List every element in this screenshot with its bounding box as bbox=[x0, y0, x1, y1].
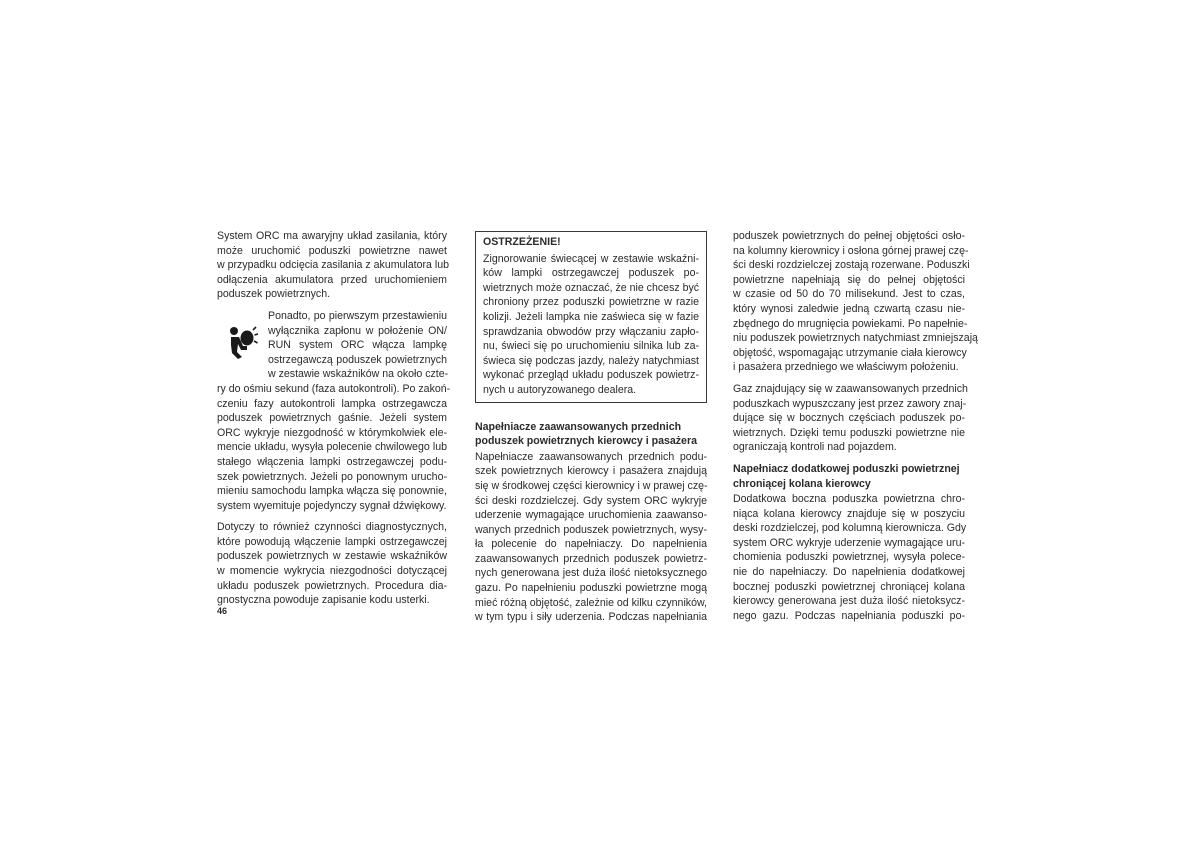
text-line: gazu. Po napełnieniu poduszki powietrzne mogą bbox=[475, 582, 707, 595]
text-line: ków lampki ostrzegawczej poduszek po- bbox=[483, 267, 699, 280]
text-line: odłączenia akumulatora przed uruchomieniem bbox=[217, 273, 447, 286]
text-line: ORC wykryje niezgodność w którymkolwiek ele- bbox=[217, 426, 447, 439]
text-line: Dotyczy to również czynności diagnostycznych, bbox=[217, 521, 447, 534]
warning-title: OSTRZEŻENIE! bbox=[483, 236, 561, 248]
text-line: gnostyczna powoduje zapisanie kodu usterki. bbox=[217, 594, 430, 607]
text-line: poduszek powietrznych w zestawie wskaźników bbox=[217, 550, 447, 563]
text-line: dujące się w bocznych częściach poduszek po- bbox=[733, 412, 965, 425]
text-line: nych generowana jest duża ilość nietoksycznego bbox=[475, 567, 707, 580]
paragraph-gas-release bbox=[733, 382, 968, 455]
text-line: chroniony przez poduszki powietrzne w razie bbox=[483, 296, 699, 309]
text-line: uderzenie wymagające uruchomienia zaawanso- bbox=[475, 509, 707, 522]
text-line: w przypadku odcięcia zasilania z akumulatora lub bbox=[217, 259, 450, 272]
section-heading-knee-airbag bbox=[733, 462, 965, 491]
text-line: Ponadto, po pierwszym przestawieniu bbox=[268, 309, 447, 322]
text-line: Dodatkowa boczna poduszka powietrzna chro- bbox=[733, 493, 965, 506]
text-line: ści deski rozdzielczej. Gdy system ORC wykryje bbox=[475, 494, 707, 507]
text-line: w tym typu i siły uderzenia. Podczas napełniania bbox=[475, 611, 707, 624]
text-line: nu, świeci się po uruchomieniu silnika lub za- bbox=[483, 340, 699, 353]
text-line: kolizji. Jeżeli lampka nie zaświeca się w fazie bbox=[483, 310, 699, 323]
text-line: poduszkach wypuszczany jest przez zawory znaj- bbox=[733, 397, 967, 410]
text-line: system ORC wykryje uderzenie wymagające uru- bbox=[733, 536, 965, 549]
text-line: bocznej poduszki powietrznej chroniącej kolana bbox=[733, 580, 965, 593]
text-line: powietrzne napełniają się do pełnej objętości bbox=[733, 273, 965, 286]
text-line: system wyemituje pojedynczy sygnał dźwiękowy. bbox=[217, 499, 447, 512]
text-line: układu poduszek powietrznych. Procedura dia- bbox=[217, 579, 447, 592]
column-left bbox=[217, 229, 451, 615]
paragraph-front-inflators bbox=[475, 450, 707, 625]
text-line: wykonać przegląd układu poduszek powietrz- bbox=[483, 369, 699, 382]
text-line: ry do ośmiu sekund (faza autokontroli). Po zakoń- bbox=[217, 382, 451, 395]
text-line: Napełniacze zaawansowanych przednich podu- bbox=[475, 450, 707, 463]
text-line: chomienia poduszki powietrznej, wysyła polece- bbox=[733, 551, 965, 564]
text-line: wietrznych. Dzięki temu poduszki powietrzne nie bbox=[733, 426, 965, 439]
text-line: wietrznych może oznaczać, że nie chcesz być bbox=[483, 281, 700, 294]
text-line: nych u autoryzowanego dealera. bbox=[483, 383, 637, 396]
text-line: poduszek powietrznych. bbox=[217, 288, 331, 301]
text-line: wanych przednich poduszek powietrznych, wysy- bbox=[475, 523, 707, 536]
heading-line: chroniącej kolana kierowcy bbox=[733, 477, 871, 490]
text-line: deski rozdzielczej, pod kolumną kierownicza. Gdy bbox=[733, 522, 967, 535]
warning-box bbox=[475, 231, 707, 403]
heading-line: Napełniacze zaawansowanych przednich bbox=[475, 420, 682, 433]
text-line: może uruchomić poduszki powietrzne nawet bbox=[217, 244, 447, 257]
text-line: ostrzegawczą poduszek powietrznych bbox=[268, 353, 447, 366]
text-line: mieniu samochodu lampka włącza się ponownie, bbox=[217, 485, 447, 498]
text-line: poduszek powietrznych do pełnej objętości osło- bbox=[733, 230, 965, 242]
text-line: świeca się podczas jazdy, należy natychmiast bbox=[483, 354, 699, 367]
paragraph-diagnostics bbox=[217, 520, 447, 608]
text-line: niu poduszek powietrznych natychmiast zmniejszają bbox=[733, 332, 978, 345]
column-right bbox=[733, 229, 978, 630]
paragraph-orc-power bbox=[217, 229, 450, 302]
text-line: zaawansowanych przednich poduszek powietrz- bbox=[475, 552, 707, 565]
text-line: zbędnego do mrugnięcia powiekami. Po napełnie- bbox=[733, 317, 968, 330]
text-line: wyłącznika zapłonu w położenie ON/ bbox=[268, 324, 447, 337]
text-line: na kolumny kierownicy i osłona górnej prawej czę- bbox=[733, 244, 969, 257]
text-line: w momencie wykrycia niezgodności dotyczącej bbox=[217, 565, 447, 578]
paragraph-inflation-time bbox=[733, 229, 978, 375]
heading-line: Napełniacz dodatkowej poduszki powietrznej bbox=[733, 462, 960, 475]
page-number: 46 bbox=[217, 606, 228, 616]
text-line: czeniu fazy autokontroli lampka ostrzegawcza bbox=[217, 397, 447, 410]
airbag-warning-icon bbox=[225, 325, 259, 359]
paragraph-warning-lamp bbox=[217, 309, 451, 513]
text-line: kierowcy generowana jest duża ilość nietoksycz- bbox=[733, 595, 965, 608]
text-line: ści deski rozdzielczej zostają rozerwane. Poduszki bbox=[733, 259, 970, 272]
text-line: nego gazu. Podczas napełniania poduszki po- bbox=[733, 609, 965, 622]
section-heading-front-inflators bbox=[475, 420, 707, 449]
text-line: ograniczają kontroli nad pojazdem. bbox=[733, 441, 897, 454]
text-line: ła polecenie do napełniaczy. Do napełnienia bbox=[475, 538, 707, 551]
text-line: sprawdzania obwodów przy włączaniu zapło- bbox=[483, 325, 699, 338]
paragraph-knee-airbag bbox=[733, 492, 965, 623]
text-line: się w środkowej części kierownicy i w prawej czę- bbox=[475, 479, 708, 492]
text-line: szek powietrznych. Jeżeli po ponownym urucho- bbox=[217, 470, 447, 483]
text-line: szek powietrznych kierowcy i pasażera znajdują bbox=[475, 465, 707, 478]
text-line: nie do napełniaczy. Do napełnienia dodatkowej bbox=[733, 566, 965, 579]
heading-line: poduszek powietrznych kierowcy i pasażera bbox=[475, 435, 697, 448]
text-line: System ORC ma awaryjny układ zasilania, który bbox=[217, 230, 447, 242]
text-line: stałego włączenia lampki ostrzegawczej podu- bbox=[217, 455, 447, 468]
text-line: w zestawie wskaźników na około czte- bbox=[268, 368, 449, 381]
text-line: w czasie od 50 do 70 milisekund. Jest to czas, bbox=[733, 288, 965, 301]
text-line: które powodują włączenie lampki ostrzegawczej bbox=[217, 535, 447, 548]
text-line: Gaz znajdujący się w zaawansowanych przednich bbox=[733, 382, 968, 395]
text-line: Zignorowanie świecącej w zestawie wskaźni- bbox=[483, 252, 699, 265]
text-line: mencie układu, wysyła polecenie chwilowego lub bbox=[217, 441, 447, 454]
text-line: objętość, wspomagając utrzymanie ciała kierowcy bbox=[733, 346, 967, 359]
text-line: niąca kolana kierowcy znajduje się w poszyciu bbox=[733, 507, 965, 520]
text-line: poduszek powietrznych gaśnie. Jeżeli system bbox=[217, 412, 447, 425]
text-line: RUN system ORC włącza lampkę bbox=[268, 339, 447, 352]
text-line: który wynosi zaledwie jedną czwartą czasu nie- bbox=[733, 302, 965, 315]
text-line: mieć różną objętość, zależnie od kilku czynników, bbox=[475, 596, 707, 609]
text-line: i pasażera przedniego we właściwym położeniu. bbox=[733, 361, 959, 374]
column-middle bbox=[475, 229, 707, 632]
